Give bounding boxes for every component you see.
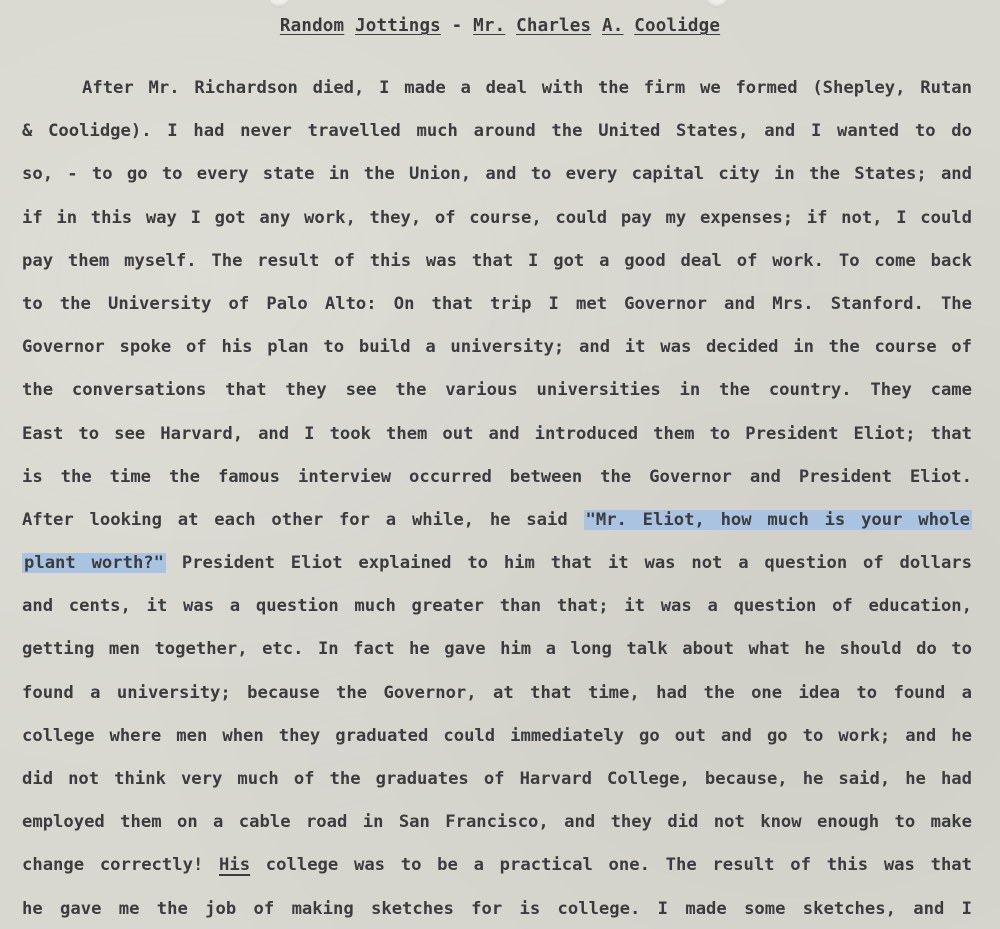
title-word: Jottings [355, 16, 441, 36]
text-line: he gave me the job of making sketches for is college. I made some sketches, and I [22, 898, 972, 919]
text-line: pay them myself. The result of this was that I got a good deal of work. To come back [22, 250, 972, 271]
text-line: getting men together, etc. In fact he gave him a long talk about what he should do to [22, 639, 972, 660]
text-line: employed them on a cable road in San Francisco, and they did not know enough to make [22, 812, 972, 833]
text-line: and cents, it was a question much greater than that; it was a question of education, [22, 596, 972, 617]
highlighted-quote[interactable]: plant worth?" [24, 553, 165, 574]
punch-hole-right [706, 0, 728, 8]
punch-hole-left [268, 0, 290, 8]
text-span: change correctly! [22, 855, 220, 876]
text-line: so, - to go to every state in the Union, and to every capital city in the States; and [22, 164, 972, 185]
text-line: & Coolidge). I had never travelled much around the United States, and I wanted to do [22, 121, 972, 142]
title-word: Coolidge [634, 16, 721, 36]
highlighted-quote[interactable]: "Mr. Eliot, how much is your whole [585, 509, 970, 530]
title-word: Random [279, 16, 345, 36]
text-line: After Mr. Richardson died, I made a deal with the firm we formed (Shepley, Rutan [82, 78, 972, 98]
text-line [22, 506, 972, 549]
text-span: President Eliot explained to him that it was not a question of dollars [166, 553, 972, 574]
text-span: After looking at each other for a while, he said [22, 509, 584, 530]
title-word: Mr. [473, 16, 506, 36]
text-line: the conversations that they see the various universities in the country. They came [22, 380, 972, 401]
text-line [22, 549, 972, 592]
text-line: to the University of Palo Alto: On that trip I met Governor and Mrs. Stanford. The [22, 293, 972, 314]
text-line: is the time the famous interview occurred between the Governor and President Eliot. [22, 466, 972, 487]
text-line [22, 851, 972, 894]
body-text [22, 74, 972, 929]
text-line: Governor spoke of his plan to build a university; and it was decided in the course of [22, 337, 972, 358]
title-word: Charles [516, 16, 592, 36]
title-word: A. [602, 16, 624, 36]
text-line: East to see Harvard, and I took them out and introduced them to President Eliot; that [22, 423, 972, 444]
underlined-word: His [219, 855, 251, 876]
text-line: if in this way I got any work, they, of course, could pay my expenses; if not, I could [22, 207, 972, 228]
text-line: college where men when they graduated could immediately go out and go to work; and he [22, 725, 972, 746]
document-title [0, 16, 1000, 36]
text-line: found a university; because the Governor, at that time, had the one idea to found a [22, 682, 972, 703]
title-separator: - [440, 16, 474, 36]
text-line: did not think very much of the graduates of Harvard College, because, he said, he had [22, 769, 972, 789]
text-span: college was to be a practical one. The result of this was that [250, 855, 972, 876]
